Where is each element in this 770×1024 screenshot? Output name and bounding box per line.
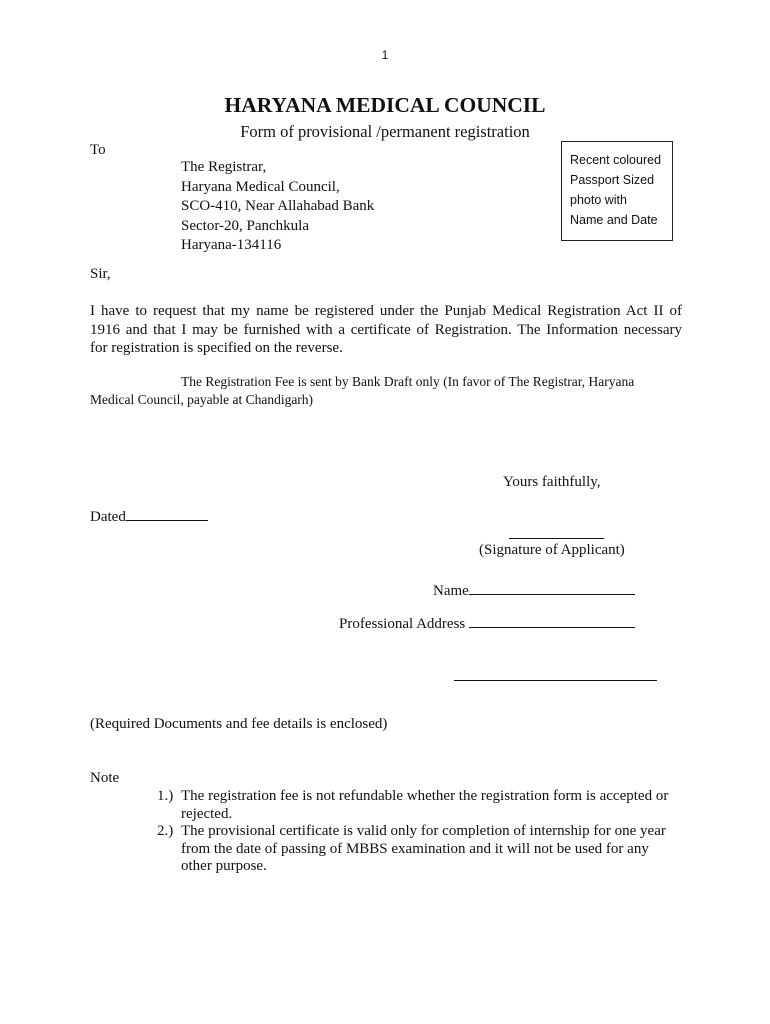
photo-instruction-line: photo with (570, 193, 627, 207)
photo-instruction-line: Recent coloured (570, 153, 662, 167)
note-line: from the date of passing of MBBS examination and it will not be used for any (181, 840, 649, 857)
photo-instruction-line: Name and Date (570, 213, 658, 227)
professional-address-blank-line (469, 614, 635, 628)
recipient-address (181, 158, 374, 256)
paragraph-line: 1916 and that I may be furnished with a certificate of Registration. The Information necessary (90, 321, 682, 338)
fee-note (90, 373, 634, 408)
note-list (157, 788, 668, 876)
name-field (433, 581, 635, 600)
address-line: Haryana-134116 (181, 237, 282, 253)
salutation: Sir, (90, 266, 111, 282)
closing: Yours faithfully, (503, 474, 601, 490)
to-label: To (90, 142, 106, 158)
fee-note-line: Medical Council, payable at Chandigarh) (90, 391, 314, 407)
professional-address-field (339, 614, 635, 633)
paragraph-line: I have to request that my name be registered under the Punjab Medical Registration Act II of (90, 303, 682, 319)
address-line: SCO-410, Near Allahabad Bank (181, 198, 375, 214)
note-number: 1.) (157, 788, 174, 804)
note-item (157, 788, 668, 823)
request-paragraph (90, 302, 682, 358)
enclosure-note: (Required Documents and fee details is enclosed) (90, 716, 388, 732)
page-number: 1 (381, 48, 389, 62)
dated-blank-line (126, 507, 208, 521)
professional-address-label: Professional Address (339, 616, 466, 632)
photo-placeholder-box (561, 141, 673, 241)
name-label: Name (433, 583, 469, 599)
note-heading: Note (90, 770, 120, 786)
photo-instruction-line: Passport Sized (570, 173, 655, 187)
note-number: 2.) (157, 823, 174, 839)
note-line: rejected. (181, 805, 233, 822)
dated-label: Dated (90, 509, 126, 525)
fee-note-line: The Registration Fee is sent by Bank Draft only (In favor of The Registrar, Haryana (181, 374, 635, 389)
note-line: The registration fee is not refundable whether the registration form is accepted or (181, 788, 669, 804)
council-title: HARYANA MEDICAL COUNCIL (224, 93, 546, 117)
signature-label: (Signature of Applicant) (479, 542, 625, 558)
address-line: Haryana Medical Council, (181, 178, 340, 195)
note-line: other purpose. (181, 858, 267, 874)
note-line: The provisional certificate is valid only for completion of internship for one year (181, 823, 666, 839)
address-line: The Registrar, (181, 159, 267, 175)
photo-instructions (570, 150, 661, 230)
dated-field (90, 507, 208, 526)
paragraph-line: for registration is specified on the reverse. (90, 340, 343, 356)
note-item (157, 823, 668, 876)
address-line: Sector-20, Panchkula (181, 217, 309, 234)
address-continuation-blank-line (454, 680, 657, 681)
signature-blank-line (509, 538, 604, 539)
name-blank-line (469, 581, 635, 595)
form-subtitle: Form of provisional /permanent registration (240, 122, 530, 141)
